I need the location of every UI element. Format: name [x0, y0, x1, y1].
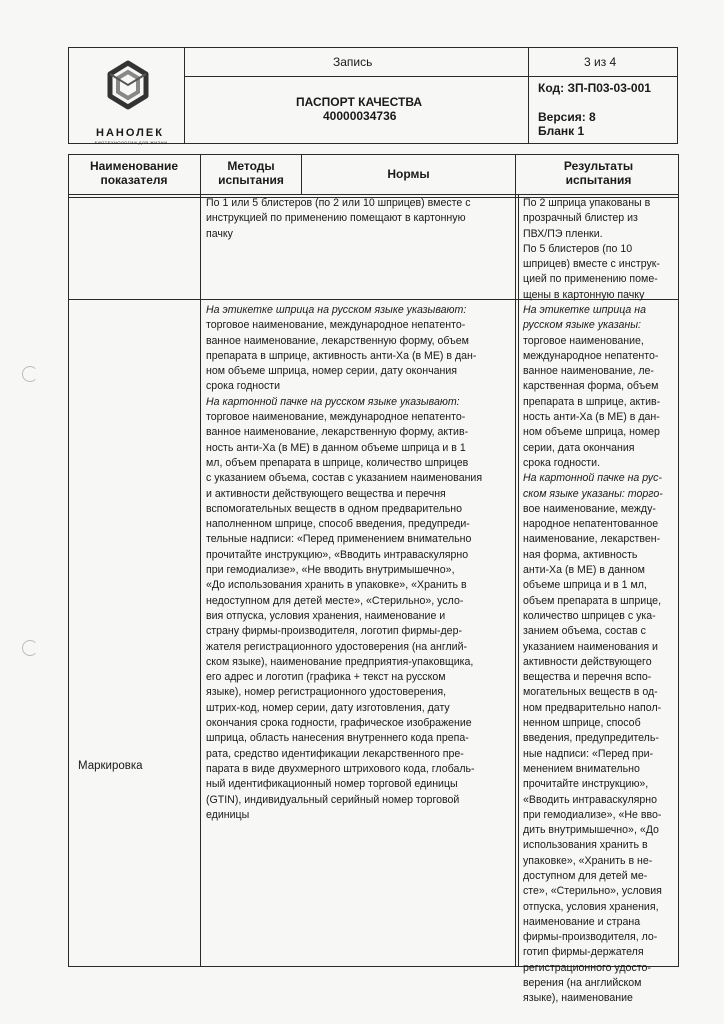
text-line: По 2 шприца упакованы в [523, 197, 651, 209]
doc-form: Бланк 1 [538, 124, 585, 138]
text-line: международное непатенто- [523, 349, 659, 362]
logo-subtext: БИОТЕХНОЛОГИИ ДЛЯ ЖИЗНИ [94, 140, 168, 145]
text-line: ненном шприце, способ [523, 717, 641, 730]
text-line: народное непатентованное [523, 518, 659, 531]
text-line: На картонной пачке на рус- [523, 472, 662, 485]
col-header-results-line: испытания [565, 173, 632, 187]
text-line: при гемодиализе», «Не вво- [523, 808, 662, 821]
col-header-results-line: Результаты [563, 159, 634, 173]
document-header [68, 47, 678, 144]
text-line: анти-Ха (в МЕ) в данном [523, 564, 645, 577]
text-line: его адрес и логотип (графика + текст на русском [206, 671, 446, 684]
text-line: языке), номер регистрационного удостоверения, [206, 686, 447, 699]
text-line: количество шприцев с ука- [523, 609, 656, 622]
text-line: карственная форма, объем [523, 380, 659, 393]
text-line: ная форма, активность [523, 548, 638, 561]
text-line: ном объеме шприца, номер [523, 426, 660, 439]
text-line: указанием наименования и [523, 640, 658, 653]
text-line: ность анти-Ха (в МЕ) в данном объеме шприца и в 1 [206, 441, 466, 454]
row1-results [523, 196, 660, 303]
record-label: Запись [333, 55, 373, 69]
doc-number: 40000034736 [323, 109, 397, 123]
text-line: ный идентификационный номер торговой единицы [206, 778, 458, 791]
text-line: вещества и перечня вспо- [523, 671, 652, 684]
text-line: объеме шприца и в 1 мл, [523, 579, 647, 592]
text-line: и активности действующего вещества и перечня [206, 487, 446, 500]
text-line: цией по применению поме- [523, 273, 658, 286]
punch-hole-mark [22, 366, 38, 382]
page-counter: 3 из 4 [584, 55, 617, 69]
doc-version: Версия: 8 [538, 110, 596, 124]
text-line: могательных веществ в од- [523, 686, 658, 699]
text-line: наименование, лекарствен- [523, 533, 661, 546]
text-line: серии, дата окончания [523, 441, 635, 454]
text-line: введения, предупредитель- [523, 732, 659, 745]
text-line: пачку [206, 227, 233, 240]
quality-table [68, 154, 679, 1005]
col-header-norms: Нормы [387, 167, 430, 181]
text-line: использования хранить в [523, 839, 648, 852]
col-header-methods [201, 159, 301, 187]
text-line: инструкцией по применению помещают в картонную [206, 212, 466, 225]
col-header-results [519, 159, 678, 187]
text-line: срока годности [206, 380, 281, 393]
text-line: торговое наименование, [523, 334, 644, 347]
text-line: ском языке), наименование предприятия-упаковщика, [206, 655, 474, 668]
text-line: прозрачный блистер из [523, 212, 638, 225]
text-line: мл, объем препарата в шприце, количество шприцев [206, 456, 469, 469]
text-line: упаковке», «Хранить в не- [523, 854, 653, 867]
text-line: По 1 или 5 блистеров (по 2 или 10 шприцев) вместе с [206, 197, 471, 209]
text-line: единицы [206, 808, 250, 821]
logo-text: НАНОЛЕК [96, 127, 164, 139]
row2-name: Маркировка [78, 760, 143, 772]
text-line: языке), наименование [523, 992, 633, 1005]
text-line: На этикетке шприца на [523, 304, 646, 316]
text-line: ном предварительно напол- [523, 701, 662, 714]
text-line: «До использования хранить в упаковке», «Хранить в [206, 579, 467, 592]
doc-title: ПАСПОРТ КАЧЕСТВА [296, 95, 423, 109]
text-line: отпуска, условия хранения, [523, 900, 659, 913]
text-line: ванное наименование, лекарственную форму, актив- [206, 426, 469, 439]
text-line: жателя регистрационного удостоверения (на англий- [206, 640, 468, 653]
doc-code: Код: ЗП-П03-03-001 [538, 81, 651, 95]
text-line: ванное наименование, ле- [523, 365, 654, 378]
text-line: вспомогательных веществ в одном предварительно [206, 502, 462, 515]
text-line: дить внутримышечно», «До [523, 824, 659, 837]
text-line: торговое наименование, международное непатенто- [206, 411, 466, 424]
text-line: верения (на английском [523, 977, 642, 990]
text-line: наименование и страна [523, 915, 641, 928]
text-line: ность анти-Ха (в МЕ) в дан- [523, 411, 660, 424]
text-line: активности действующего [523, 655, 652, 668]
text-line: недоступном для детей месте», «Стерильно», усло- [206, 594, 464, 607]
text-line: ном объеме шприца, номер серии, дату окончания [206, 365, 458, 378]
text-line: парата в виде двухмерного штрихового кода, глобаль- [206, 762, 475, 775]
text-line: рата, средство идентификации лекарственного пре- [206, 747, 464, 760]
text-line: занием объема, состав с [523, 625, 646, 638]
text-line: тельные надписи: «Перед применением внимательно [206, 533, 472, 546]
row2-norms [206, 303, 482, 823]
text-line: шприца, область нанесения внутреннего кода препа- [206, 732, 469, 745]
text-line: штрих-код, номер серии, дату изготовления, дату [206, 701, 450, 714]
text-line: регистрационного удосто- [523, 961, 651, 974]
logo-emblem-icon [100, 57, 156, 117]
text-line: вое наименование, между- [523, 502, 656, 515]
text-line: щены в картонную пачку [523, 288, 645, 301]
text-line: На этикетке шприца на русском языке указывают: [206, 304, 467, 316]
text-line: фирмы-производителя, ло- [523, 931, 658, 944]
col-header-methods-line: испытания [218, 173, 284, 187]
text-line: менением внимательно [523, 762, 640, 775]
row2-results [523, 303, 663, 1007]
text-line: вия отпуска, условия хранения, наименование и [206, 609, 446, 622]
text-line: прочитайте инструкцию», [523, 778, 649, 791]
text-line: при гемодиализе», «Не вводить внутримышечно», [206, 564, 455, 577]
text-line: с указанием объема, состав с указанием наименования [206, 472, 483, 485]
text-line: русском языке указаны: [523, 319, 641, 332]
text-line: срока годности. [523, 456, 601, 469]
text-line: сте», «Стерильно», условия [523, 885, 662, 898]
col-header-name [68, 159, 200, 187]
text-line: препарата в шприце, активность анти-Ха (в МЕ) в дан- [206, 349, 477, 362]
text-line: ные надписи: «Перед при- [523, 747, 654, 760]
text-line: наполненном шприце, способ введения, предупреди- [206, 518, 470, 531]
text-line: На картонной пачке на русском языке указывают: [206, 395, 460, 408]
text-line: готип фирмы-держателя [523, 946, 644, 959]
text-line: ском языке указаны: торго- [523, 487, 663, 500]
text-line: объем препарата в шприце, [523, 594, 662, 607]
text-line: препарата в шприце, актив- [523, 395, 661, 408]
company-logo [68, 47, 184, 144]
text-line: страну фирмы-производителя, логотип фирмы-дер- [206, 625, 462, 638]
punch-hole-mark [22, 640, 38, 656]
text-line: ПВХ/ПЭ пленки. [523, 227, 603, 240]
col-header-name-line: Наименование [89, 159, 179, 173]
text-line: прочитайте инструкцию», «Вводить интраваскулярно [206, 548, 469, 561]
text-line: (GTIN), индивидуальный серийный номер торговой [206, 793, 460, 806]
text-line: По 5 блистеров (по 10 [523, 242, 633, 255]
col-header-methods-line: Методы [227, 159, 275, 173]
text-line: шприцев) вместе с инструк- [523, 258, 660, 271]
text-line: торговое наименование, международное непатенто- [206, 319, 466, 332]
text-line: ванное наименование, лекарственную форму, объем [206, 334, 469, 347]
row1-norms [206, 196, 471, 242]
text-line: «Вводить интраваскулярно [523, 793, 658, 806]
col-header-name-line: показателя [100, 173, 168, 187]
text-line: доступном для детей ме- [523, 869, 648, 882]
text-line: окончания срока годности, графическое изображение [206, 717, 472, 730]
